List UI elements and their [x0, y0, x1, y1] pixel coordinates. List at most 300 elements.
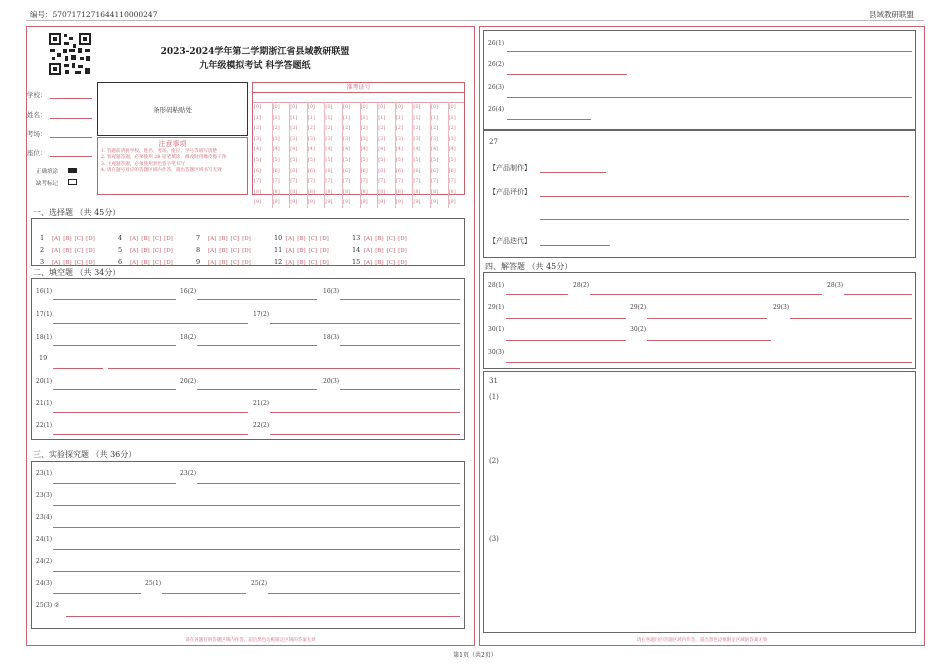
- mc-option-bubble[interactable]: [C]: [386, 236, 396, 242]
- admission-digit-bubble[interactable]: [7]: [395, 178, 403, 185]
- admission-digit-bubble[interactable]: [8]: [448, 188, 456, 195]
- admission-digit-bubble[interactable]: [3]: [448, 135, 456, 142]
- exam-subtitle: 九年级模拟考试 科学答题纸: [199, 61, 311, 71]
- exam-title: 2023-2024学年第二学期浙江省县域教研联盟: [160, 47, 350, 57]
- q18-1-answer-line[interactable]: [53, 345, 176, 346]
- admission-digit-bubble[interactable]: [9]: [325, 199, 333, 206]
- mc-question-number: 3: [40, 258, 45, 266]
- q27-production-label: 【产品制作】: [489, 164, 531, 172]
- q30-2-label: 30(2): [630, 326, 647, 333]
- admission-digit-bubble[interactable]: [1]: [325, 114, 333, 121]
- admission-digit-bubble[interactable]: [8]: [307, 188, 315, 195]
- q16-3-answer-line[interactable]: [340, 299, 460, 300]
- admission-digit-bubble[interactable]: [4]: [290, 146, 298, 153]
- mc-option-bubble[interactable]: [A]: [130, 248, 139, 254]
- mc-option-bubble[interactable]: [D]: [86, 260, 95, 266]
- mc-option-bubble[interactable]: [A]: [286, 260, 295, 266]
- q29-2-answer-line[interactable]: [647, 318, 767, 319]
- admission-digit-bubble[interactable]: [4]: [307, 146, 315, 153]
- admission-digit-bubble[interactable]: [9]: [360, 199, 368, 206]
- mc-option-bubble[interactable]: [C]: [308, 236, 318, 242]
- q23-2-answer-line[interactable]: [197, 483, 460, 484]
- admission-digit-bubble[interactable]: [0]: [378, 104, 386, 110]
- mc-question-number: 14: [352, 246, 361, 254]
- mc-option-bubble[interactable]: [B]: [141, 236, 150, 242]
- q31-box[interactable]: [483, 371, 916, 633]
- admission-digit-bubble[interactable]: [7]: [290, 178, 298, 185]
- admission-digit-bubble[interactable]: [3]: [325, 135, 333, 142]
- mc-option-bubble[interactable]: [C]: [230, 236, 240, 242]
- mc-option-bubble[interactable]: [A]: [286, 236, 295, 242]
- q18-3-answer-line[interactable]: [340, 345, 460, 346]
- mc-option-bubble[interactable]: [D]: [86, 248, 95, 254]
- mc-question-number: 6: [118, 258, 123, 266]
- admission-digit-bubble[interactable]: [0]: [360, 104, 368, 110]
- admission-digit-bubble[interactable]: [6]: [360, 167, 368, 174]
- admission-digit-bubble[interactable]: [0]: [307, 104, 315, 110]
- admission-digit-bubble[interactable]: [4]: [325, 146, 333, 153]
- q26-3-answer-line[interactable]: [507, 97, 912, 98]
- q21-2-answer-line[interactable]: [270, 412, 460, 413]
- admission-digit-bubble[interactable]: [5]: [448, 156, 456, 163]
- q25-2-label: 25(2): [251, 580, 268, 587]
- admission-digit-bubble[interactable]: [7]: [413, 178, 421, 185]
- mc-option-bubble[interactable]: [B]: [375, 236, 384, 242]
- admission-digit-bubble[interactable]: [7]: [431, 178, 439, 185]
- admission-digit-bubble[interactable]: [2]: [272, 125, 280, 132]
- admission-digit-bubble[interactable]: [1]: [272, 114, 280, 121]
- admission-digit-bubble[interactable]: [8]: [378, 188, 386, 195]
- admission-digit-bubble[interactable]: [3]: [254, 135, 262, 142]
- q25-1-label: 25(1): [145, 580, 162, 587]
- q27-iteration-answer-line[interactable]: [540, 245, 610, 246]
- mc-option-bubble[interactable]: [B]: [63, 260, 72, 266]
- section2-title: 二、填空题 （共 34分）: [33, 268, 121, 277]
- q28-1-label: 28(1): [488, 282, 505, 289]
- admission-digit-bubble[interactable]: [8]: [272, 188, 280, 195]
- mc-option-bubble[interactable]: [C]: [230, 248, 240, 254]
- mc-question-number: 1: [40, 234, 45, 242]
- q21-1-label: 21(1): [36, 400, 53, 407]
- mc-option-bubble[interactable]: [B]: [297, 236, 306, 242]
- admission-digit-bubble[interactable]: [9]: [413, 199, 421, 206]
- admission-digit-column: [289, 102, 304, 208]
- q20-2-answer-line[interactable]: [197, 389, 317, 390]
- q26-2-answer-line[interactable]: [507, 74, 627, 75]
- admission-digit-bubble[interactable]: [8]: [325, 188, 333, 195]
- q23-4-label: 23(4): [36, 514, 53, 521]
- admission-digit-bubble[interactable]: [2]: [290, 125, 298, 132]
- admission-digit-bubble[interactable]: [3]: [272, 135, 280, 142]
- admission-digit-bubble[interactable]: [1]: [448, 114, 456, 121]
- admission-digit-bubble[interactable]: [3]: [395, 135, 403, 142]
- q24-2-label: 24(2): [36, 558, 53, 565]
- q28-3-answer-line[interactable]: [844, 294, 912, 295]
- school-field[interactable]: [50, 98, 92, 99]
- mc-option-bubble[interactable]: [D]: [320, 260, 329, 266]
- q29-1-answer-line[interactable]: [506, 318, 626, 319]
- admission-digit-bubble[interactable]: [0]: [413, 104, 421, 110]
- mc-option-bubble[interactable]: [A]: [364, 236, 373, 242]
- mc-option-bubble[interactable]: [A]: [130, 260, 139, 266]
- admission-digit-bubble[interactable]: [1]: [395, 114, 403, 121]
- mc-option-bubble[interactable]: [D]: [164, 248, 173, 254]
- section3-box: [31, 461, 465, 629]
- q24-3-answer-line[interactable]: [53, 593, 141, 594]
- q29-1-label: 29(1): [488, 304, 505, 311]
- admission-digit-column: [307, 102, 322, 208]
- mc-option-bubble[interactable]: [C]: [74, 236, 84, 242]
- mc-option-bubble[interactable]: [B]: [63, 248, 72, 254]
- q24-2-answer-line[interactable]: [53, 571, 460, 572]
- admission-digit-bubble[interactable]: [2]: [307, 125, 315, 132]
- mc-option-bubble[interactable]: [C]: [308, 248, 318, 254]
- admission-digit-bubble[interactable]: [0]: [448, 104, 456, 110]
- admission-digit-bubble[interactable]: [6]: [254, 167, 262, 174]
- q21-2-label: 21(2): [253, 400, 270, 407]
- admission-digit-bubble[interactable]: [2]: [325, 125, 333, 132]
- admission-digit-bubble[interactable]: [8]: [360, 188, 368, 195]
- admission-digit-bubble[interactable]: [7]: [254, 178, 262, 185]
- admission-digit-bubble[interactable]: [9]: [307, 199, 315, 206]
- q29-3-answer-line[interactable]: [790, 318, 912, 319]
- q27-production-answer-line[interactable]: [540, 172, 606, 173]
- mc-option-bubble[interactable]: [D]: [86, 236, 95, 242]
- admission-digit-column: [377, 102, 392, 208]
- admission-digit-bubble[interactable]: [8]: [343, 188, 351, 195]
- admission-digit-bubble[interactable]: [0]: [290, 104, 298, 110]
- qr-code-graphic: [48, 32, 92, 76]
- admission-digit-bubble[interactable]: [4]: [272, 146, 280, 153]
- q26-2-label: 26(2): [488, 61, 505, 68]
- admission-digit-bubble[interactable]: [6]: [378, 167, 386, 174]
- notes-list: [98, 149, 247, 175]
- admission-digit-bubble[interactable]: [7]: [360, 178, 368, 185]
- mc-option-bubble[interactable]: [C]: [386, 248, 396, 254]
- admission-digit-bubble[interactable]: [5]: [395, 156, 403, 163]
- section1-title: 一、选择题 （共 45分）: [33, 208, 121, 217]
- admission-digit-bubble[interactable]: [6]: [448, 167, 456, 174]
- mc-option-bubble[interactable]: [D]: [242, 236, 251, 242]
- mc-option-bubble[interactable]: [D]: [164, 236, 173, 242]
- admission-digit-bubble[interactable]: [7]: [307, 178, 315, 185]
- admission-digit-bubble[interactable]: [9]: [431, 199, 439, 206]
- admission-digit-bubble[interactable]: [0]: [431, 104, 439, 110]
- admission-digit-bubble[interactable]: [6]: [272, 167, 280, 174]
- seat-field[interactable]: [50, 156, 92, 157]
- mc-option-bubble[interactable]: [D]: [320, 236, 329, 242]
- admission-digit-bubble[interactable]: [8]: [254, 188, 262, 195]
- mc-question: [274, 249, 332, 268]
- admission-digit-bubble[interactable]: [5]: [307, 156, 315, 163]
- admission-digit-bubble[interactable]: [9]: [343, 199, 351, 206]
- admission-digit-bubble[interactable]: [9]: [290, 199, 298, 206]
- q25-2-answer-line[interactable]: [268, 593, 460, 594]
- admission-digit-bubble[interactable]: [8]: [290, 188, 298, 195]
- admission-digit-bubble[interactable]: [5]: [413, 156, 421, 163]
- admission-digit-bubble[interactable]: [9]: [254, 199, 262, 206]
- q19-answer-line-b[interactable]: [108, 368, 460, 369]
- mc-option-bubble[interactable]: [D]: [164, 260, 173, 266]
- q26-box: [483, 30, 916, 130]
- mc-option-bubble[interactable]: [B]: [63, 236, 72, 242]
- admission-digit-bubble[interactable]: [5]: [254, 156, 262, 163]
- admission-digit-bubble[interactable]: [5]: [325, 156, 333, 163]
- admission-digit-column: [412, 102, 427, 208]
- mc-option-bubble[interactable]: [D]: [320, 248, 329, 254]
- admission-digit-bubble[interactable]: [4]: [395, 146, 403, 153]
- admission-digit-bubble[interactable]: [2]: [360, 125, 368, 132]
- mc-question-number: 4: [118, 234, 123, 242]
- mc-option-bubble[interactable]: [C]: [386, 260, 396, 266]
- q22-2-answer-line[interactable]: [270, 434, 460, 435]
- q25-3-label: 25(3) ②: [36, 602, 60, 609]
- q31-2-label: (2): [489, 457, 499, 465]
- admission-digit-column: [254, 102, 268, 208]
- mc-option-bubble[interactable]: [B]: [141, 248, 150, 254]
- mc-option-bubble[interactable]: [B]: [141, 260, 150, 266]
- admission-digit-bubble[interactable]: [6]: [307, 167, 315, 174]
- barcode-label: 条形码粘贴处: [153, 106, 192, 114]
- admission-digit-bubble[interactable]: [5]: [378, 156, 386, 163]
- admission-digit-column: [342, 102, 357, 208]
- mc-option-bubble[interactable]: [A]: [208, 248, 217, 254]
- mc-option-bubble[interactable]: [A]: [52, 248, 61, 254]
- q22-1-answer-line[interactable]: [53, 434, 248, 435]
- admission-digit-bubble[interactable]: [1]: [290, 114, 298, 121]
- admission-digit-bubble[interactable]: [4]: [360, 146, 368, 153]
- mc-option-bubble[interactable]: [C]: [152, 236, 162, 242]
- q27-label: 27: [489, 138, 498, 146]
- org-name-right: 县域教研联盟: [869, 10, 914, 19]
- mc-option-bubble[interactable]: [B]: [297, 260, 306, 266]
- admission-digit-bubble[interactable]: [4]: [448, 146, 456, 153]
- mc-option-bubble[interactable]: [D]: [242, 260, 251, 266]
- admission-digit-bubble[interactable]: [1]: [343, 114, 351, 121]
- q16-1-label: 16(1): [36, 288, 53, 295]
- admission-digit-bubble[interactable]: [5]: [272, 156, 280, 163]
- admission-digit-bubble[interactable]: [9]: [378, 199, 386, 206]
- admission-title: 准考证号: [253, 83, 464, 93]
- q18-2-answer-line[interactable]: [197, 345, 317, 346]
- q30-2-answer-line[interactable]: [647, 340, 771, 341]
- admission-digit-bubble[interactable]: [2]: [343, 125, 351, 132]
- q26-1-answer-line[interactable]: [507, 51, 912, 52]
- mc-option-bubble[interactable]: [D]: [398, 260, 407, 266]
- mc-option-bubble[interactable]: [D]: [242, 248, 251, 254]
- school-label: 学校：: [27, 91, 47, 99]
- admission-digit-bubble[interactable]: [8]: [431, 188, 439, 195]
- absent-mark-box[interactable]: [68, 179, 77, 185]
- admission-digit-bubble[interactable]: [0]: [325, 104, 333, 110]
- q25-3-answer-line[interactable]: [66, 616, 460, 617]
- mc-option-bubble[interactable]: [A]: [52, 260, 61, 266]
- serial-number: [30, 9, 157, 20]
- admission-digit-bubble[interactable]: [9]: [272, 199, 280, 206]
- section4-title: 四、解答题 （共 45分）: [485, 262, 573, 271]
- q28-3-label: 28(3): [827, 282, 844, 289]
- admission-digit-bubble[interactable]: [2]: [413, 125, 421, 132]
- mc-option-bubble[interactable]: [C]: [74, 260, 84, 266]
- q18-2-label: 18(2): [180, 334, 197, 341]
- admission-digit-column: [272, 102, 287, 208]
- q30-3-answer-line[interactable]: [506, 362, 912, 363]
- admission-digit-bubble[interactable]: [2]: [448, 125, 456, 132]
- q19-label: 19: [39, 354, 48, 362]
- admission-digit-column: [448, 102, 463, 208]
- admission-digit-bubble[interactable]: [7]: [343, 178, 351, 185]
- admission-digit-bubble[interactable]: [4]: [413, 146, 421, 153]
- q16-2-answer-line[interactable]: [197, 299, 317, 300]
- mc-option-bubble[interactable]: [A]: [286, 248, 295, 254]
- q17-2-label: 17(2): [253, 311, 270, 318]
- q17-1-answer-line[interactable]: [53, 323, 248, 324]
- mc-option-bubble[interactable]: [B]: [219, 260, 228, 266]
- admission-digit-bubble[interactable]: [7]: [448, 178, 456, 185]
- admission-digit-bubble[interactable]: [6]: [325, 167, 333, 174]
- mc-question-number: 8: [196, 246, 201, 254]
- q23-4-answer-line[interactable]: [53, 527, 460, 528]
- admission-digit-bubble[interactable]: [1]: [431, 114, 439, 121]
- admission-digit-bubble[interactable]: [1]: [360, 114, 368, 121]
- admission-digit-bubble[interactable]: [0]: [272, 104, 280, 110]
- q26-1-label: 26(1): [488, 40, 505, 47]
- mc-option-bubble[interactable]: [B]: [219, 236, 228, 242]
- note-item: 1. 答题前请将学校、姓名、考场、座位、学号等填写清楚: [101, 149, 218, 154]
- q30-3-label: 30(3): [488, 349, 505, 356]
- q16-1-answer-line[interactable]: [53, 299, 176, 300]
- q23-1-answer-line[interactable]: [53, 483, 176, 484]
- q28-2-answer-line[interactable]: [590, 294, 822, 295]
- q27-evaluation-answer-line-1[interactable]: [540, 196, 909, 197]
- q24-3-label: 24(3): [36, 580, 53, 587]
- admission-digit-bubble[interactable]: [3]: [431, 135, 439, 142]
- mc-option-bubble[interactable]: [C]: [74, 248, 84, 254]
- admission-digit-bubble[interactable]: [9]: [395, 199, 403, 206]
- admission-digit-bubble[interactable]: [6]: [343, 167, 351, 174]
- q27-evaluation-answer-line-2[interactable]: [540, 219, 909, 220]
- mc-option-bubble[interactable]: [B]: [375, 248, 384, 254]
- admission-digit-bubble[interactable]: [3]: [378, 135, 386, 142]
- mc-question-number: 12: [274, 258, 283, 266]
- admission-digit-bubble[interactable]: [3]: [343, 135, 351, 142]
- mc-option-bubble[interactable]: [D]: [398, 236, 407, 242]
- mc-option-bubble[interactable]: [C]: [152, 260, 162, 266]
- q24-1-answer-line[interactable]: [53, 549, 460, 550]
- admission-digit-bubble[interactable]: [2]: [395, 125, 403, 132]
- q22-2-label: 22(2): [253, 422, 270, 429]
- q20-1-answer-line[interactable]: [53, 389, 176, 390]
- admission-digit-bubble[interactable]: [6]: [431, 167, 439, 174]
- admission-digit-bubble[interactable]: [2]: [378, 125, 386, 132]
- mc-option-bubble[interactable]: [A]: [364, 248, 373, 254]
- notes-title: 注意事项: [158, 140, 187, 148]
- mc-option-bubble[interactable]: [A]: [364, 260, 373, 266]
- admission-digit-bubble[interactable]: [6]: [290, 167, 298, 174]
- admission-digit-bubble[interactable]: [6]: [413, 167, 421, 174]
- admission-digit-bubble[interactable]: [7]: [325, 178, 333, 185]
- q26-4-label: 26(4): [488, 106, 505, 113]
- admission-digit-column: [395, 102, 410, 208]
- note-item: 4. 请在题号对应的答题区域内作答，超出答题区域书写无效: [101, 168, 222, 174]
- notes-box: [97, 137, 248, 195]
- admission-digit-bubble[interactable]: [4]: [378, 146, 386, 153]
- admission-digit-bubble[interactable]: [7]: [378, 178, 386, 185]
- room-field[interactable]: [50, 137, 92, 138]
- mc-option-bubble[interactable]: [B]: [375, 260, 384, 266]
- admission-digit-bubble[interactable]: [6]: [395, 167, 403, 174]
- footer-note-right: 请在各题目的答题区域内作答，超出黑色边框限定区域的答案无效: [636, 638, 768, 643]
- admission-digit-bubble[interactable]: [0]: [395, 104, 403, 110]
- admission-digit-bubble[interactable]: [4]: [254, 146, 262, 153]
- q16-2-label: 16(2): [180, 288, 197, 295]
- mc-option-bubble[interactable]: [A]: [208, 260, 217, 266]
- admission-digit-bubble[interactable]: [2]: [254, 125, 262, 132]
- admission-digit-bubble[interactable]: [3]: [307, 135, 315, 142]
- q26-4-answer-line[interactable]: [507, 119, 591, 120]
- name-field[interactable]: [50, 118, 92, 119]
- admission-digit-bubble[interactable]: [0]: [254, 104, 262, 110]
- q21-1-answer-line[interactable]: [53, 412, 248, 413]
- admission-digit-bubble[interactable]: [1]: [378, 114, 386, 121]
- q28-1-answer-line[interactable]: [506, 294, 568, 295]
- mc-question: [40, 249, 98, 268]
- admission-digit-bubble[interactable]: [5]: [360, 156, 368, 163]
- mc-option-bubble[interactable]: [A]: [208, 236, 217, 242]
- admission-digit-bubble[interactable]: [3]: [290, 135, 298, 142]
- correct-fill-example: [68, 168, 77, 173]
- barcode-area: [97, 82, 248, 136]
- admission-digit-bubble[interactable]: [3]: [360, 135, 368, 142]
- admission-digit-bubble[interactable]: [1]: [413, 114, 421, 121]
- mc-option-bubble[interactable]: [B]: [297, 248, 306, 254]
- mc-option-bubble[interactable]: [C]: [152, 248, 162, 254]
- q23-1-label: 23(1): [36, 470, 53, 477]
- mc-option-bubble[interactable]: [A]: [52, 236, 61, 242]
- admission-digit-bubble[interactable]: [4]: [343, 146, 351, 153]
- admission-digit-bubble[interactable]: [9]: [448, 199, 456, 206]
- admission-digit-bubble[interactable]: [2]: [431, 125, 439, 132]
- q20-3-answer-line[interactable]: [340, 389, 460, 390]
- note-item: 2. 客观题答题，必须使用 2B 铅笔填涂，修改时用橡皮擦干净: [101, 155, 227, 161]
- admission-digit-bubble[interactable]: [0]: [343, 104, 351, 110]
- q19-answer-line-a[interactable]: [53, 368, 103, 369]
- admission-digit-bubble[interactable]: [8]: [413, 188, 421, 195]
- admission-digit-bubble[interactable]: [3]: [413, 135, 421, 142]
- q23-3-answer-line[interactable]: [53, 505, 460, 506]
- mc-option-bubble[interactable]: [C]: [230, 260, 240, 266]
- admission-digit-bubble[interactable]: [1]: [307, 114, 315, 121]
- q30-1-answer-line[interactable]: [506, 340, 626, 341]
- mc-option-bubble[interactable]: [A]: [130, 236, 139, 242]
- q31-1-label: (1): [489, 393, 499, 401]
- mc-question-number: 5: [118, 246, 123, 254]
- q25-1-answer-line[interactable]: [162, 593, 246, 594]
- admission-digit-bubble[interactable]: [7]: [272, 178, 280, 185]
- mc-option-bubble[interactable]: [B]: [219, 248, 228, 254]
- admission-digit-bubble[interactable]: [4]: [431, 146, 439, 153]
- mc-option-bubble[interactable]: [C]: [308, 260, 318, 266]
- mc-option-bubble[interactable]: [D]: [398, 248, 407, 254]
- q20-1-label: 20(1): [36, 378, 53, 385]
- admission-digit-bubble[interactable]: [1]: [254, 114, 262, 121]
- admission-digit-bubble[interactable]: [5]: [343, 156, 351, 163]
- section2-box: [31, 278, 465, 440]
- admission-digit-bubble[interactable]: [8]: [395, 188, 403, 195]
- q17-2-answer-line[interactable]: [270, 323, 460, 324]
- admission-digit-bubble[interactable]: [5]: [431, 156, 439, 163]
- admission-digit-bubble[interactable]: [5]: [290, 156, 298, 163]
